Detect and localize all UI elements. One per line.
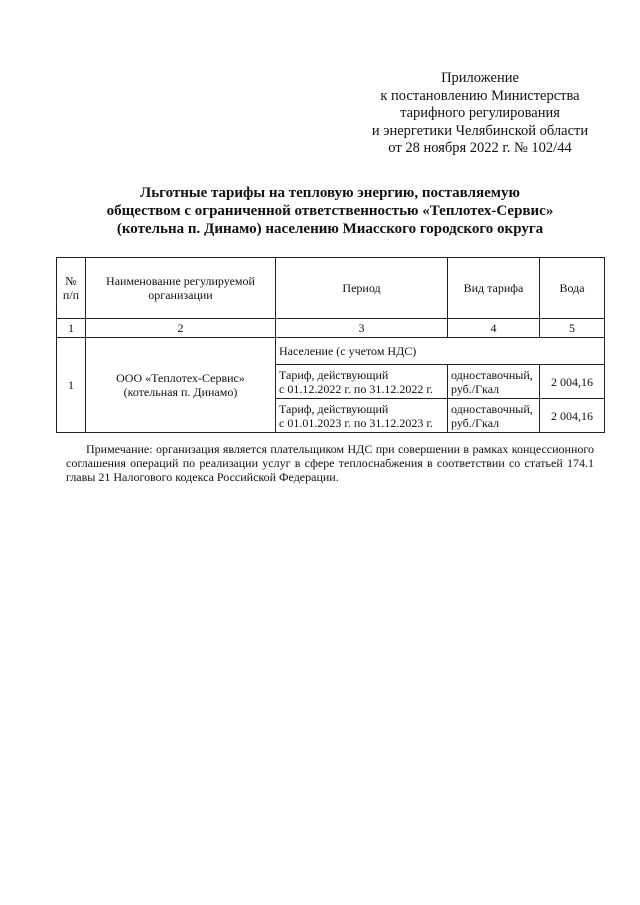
tariff-type: одноставочный, [451,367,533,382]
column-number: 4 [448,319,540,338]
tariff-unit: руб./Гкал [451,381,500,396]
water-value: 2 004,16 [540,365,605,399]
period-cell [276,399,448,433]
header-tariff-type: Вид тарифа [448,258,540,319]
column-number: 2 [86,319,276,338]
water-value: 2 004,16 [540,399,605,433]
appendix-line: от 28 ноября 2022 г. № 102/44 [388,140,572,156]
group-label: Население (с учетом НДС) [276,338,605,365]
appendix-line: и энергетики Челябинской области [371,122,589,139]
period-label: Тариф, действующий [279,367,389,382]
header-water: Вода [540,258,605,319]
title-line: Льготные тарифы на тепловую энергию, поставляемую [140,185,520,201]
title-line: (котельна п. Динамо) населению Миасского городского округа [116,221,544,237]
title-line: обществом с ограниченной ответственностью «Теплотех-Сервис» [106,203,554,219]
period-range: с 01.01.2023 г. по 31.12.2023 г. [279,415,433,430]
org-name: ООО «Теплотех-Сервис» [116,371,245,385]
row-num: 1 [57,338,86,433]
column-numbers-row [57,319,605,338]
tariff-unit: руб./Гкал [451,415,500,430]
column-number: 1 [57,319,86,338]
appendix-line: тарифного регулирования [400,105,560,121]
period-range: с 01.12.2022 г. по 31.12.2022 г. [279,381,433,396]
note-paragraph: Примечание: организация является плательщиком НДС при совершении в рамках концессионного соглашения операций по реализации услуг в сфере теплоснабжения в соответствии со статьей 174.1 главы 21 Налогового кодекса Российской Федерации. [66,442,594,484]
document-title [60,184,600,238]
tariff-table [56,257,605,433]
column-number: 5 [540,319,605,338]
period-label: Тариф, действующий [279,401,389,416]
period-cell [276,365,448,399]
tariff-type-cell [448,365,540,399]
row-org [86,338,276,433]
appendix-line: к постановлению Министерства [380,87,580,104]
table-header-row [57,258,605,319]
header-org: Наименование регулируемой организации [86,258,276,319]
header-period: Период [276,258,448,319]
column-number: 3 [276,319,448,338]
org-boiler: (котельная п. Динамо) [123,385,238,399]
header-num: № п/п [57,258,86,319]
appendix-block [330,70,630,158]
tariff-type: одноставочный, [451,401,533,416]
table-row [57,338,605,365]
appendix-line: Приложение [441,70,519,86]
tariff-type-cell [448,399,540,433]
